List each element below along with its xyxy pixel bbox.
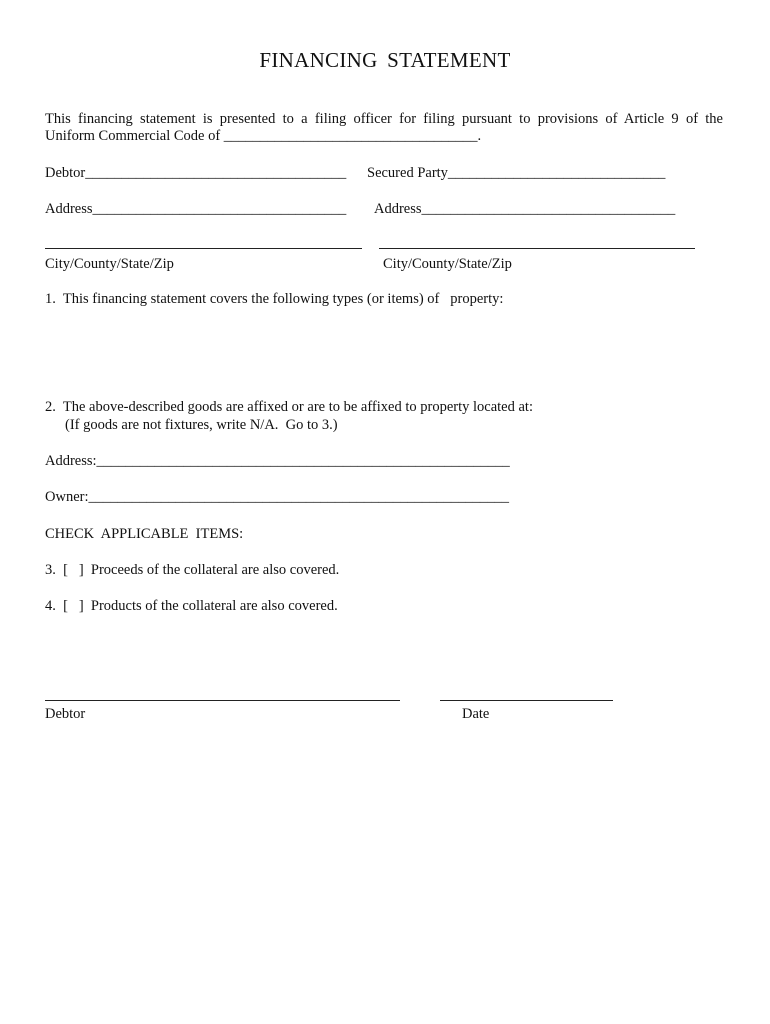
debtor-signature-line[interactable] — [45, 700, 400, 701]
debtor-address-field[interactable]: Address___________________________________ — [45, 201, 347, 217]
secured-party-city-label: City/County/State/Zip — [383, 256, 512, 272]
owner-field[interactable]: Owner:__________________________________________________________ — [45, 489, 509, 505]
document-title: FINANCING STATEMENT — [259, 48, 511, 72]
secured-party-city-line[interactable] — [379, 248, 695, 249]
date-signature-line[interactable] — [440, 700, 613, 701]
intro-paragraph — [45, 111, 723, 145]
item-2-fixtures: 2. The above-described goods are affixed or are to be affixed to property located at: — [45, 399, 533, 415]
intro-line-1: This financing statement is presented to a filing officer for filing pursuant to provisions of Article 9 of the — [45, 111, 723, 127]
intro-line-2: Uniform Commercial Code of ___________________________________. — [45, 128, 482, 144]
debtor-city-line[interactable] — [45, 248, 362, 249]
check-applicable-heading: CHECK APPLICABLE ITEMS: — [45, 526, 244, 542]
debtor-city-label: City/County/State/Zip — [45, 256, 174, 272]
property-address-field[interactable]: Address:_________________________________________________________ — [45, 453, 510, 469]
item-4-products-checkbox[interactable]: 4. [ ] Products of the collateral are also covered. — [45, 598, 338, 614]
debtor-signature-label: Debtor — [45, 706, 86, 722]
date-signature-label: Date — [462, 706, 490, 722]
item-2-note: (If goods are not fixtures, write N/A. Go to 3.) — [65, 417, 338, 433]
item-1-property-types: 1. This financing statement covers the following types (or items) of property: — [45, 291, 504, 307]
secured-party-field[interactable]: Secured Party______________________________ — [367, 165, 666, 181]
secured-party-address-field[interactable]: Address___________________________________ — [374, 201, 676, 217]
item-3-proceeds-checkbox[interactable]: 3. [ ] Proceeds of the collateral are also covered. — [45, 562, 340, 578]
debtor-field[interactable]: Debtor____________________________________ — [45, 165, 347, 181]
